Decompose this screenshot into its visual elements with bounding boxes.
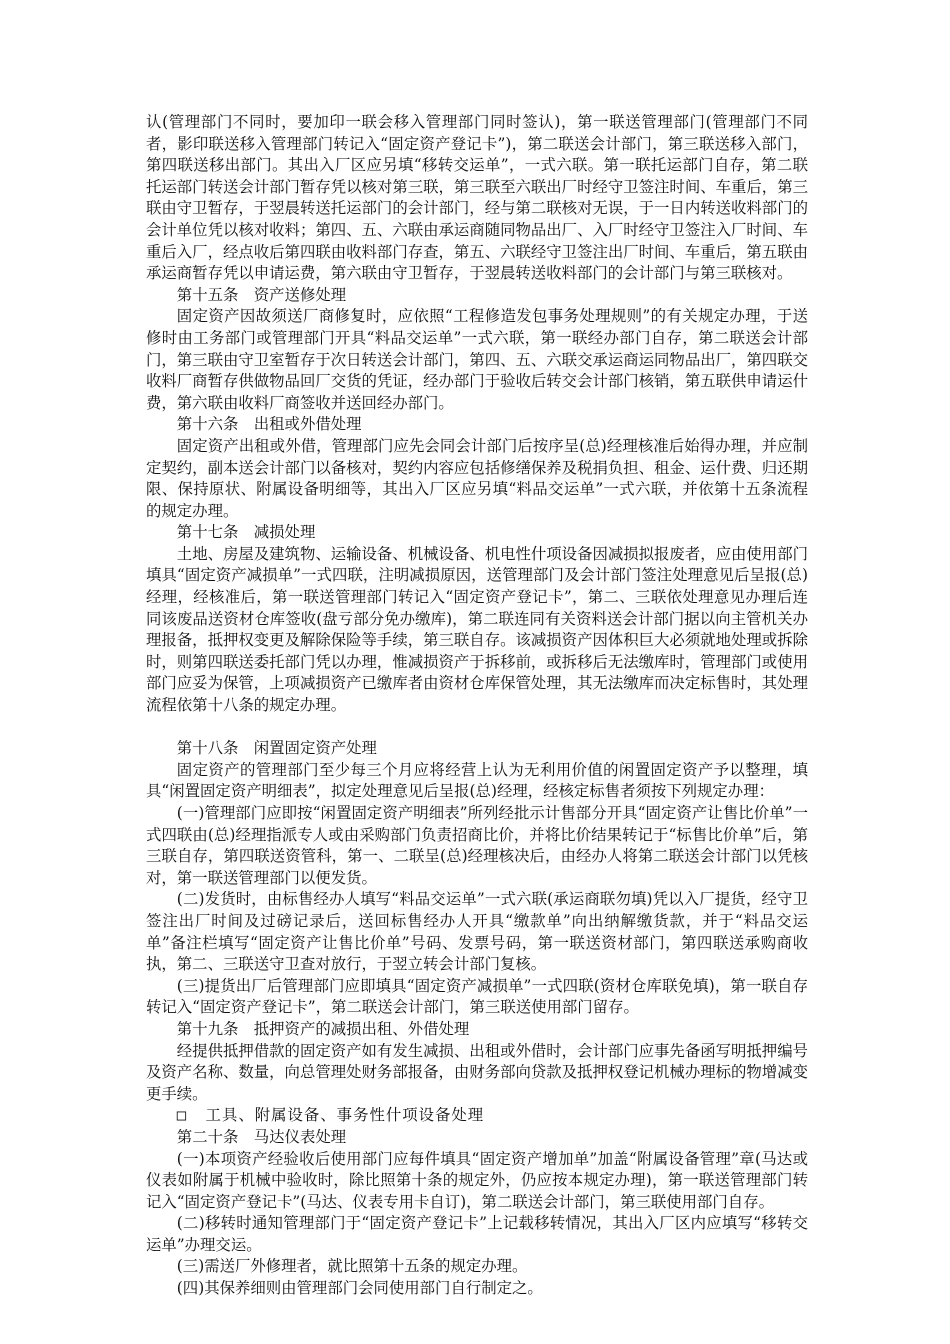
article-number: 第十八条 bbox=[176, 739, 239, 758]
article-15-heading bbox=[146, 285, 808, 307]
article-18-heading bbox=[146, 738, 808, 760]
article-20-item-3: (三)需送厂外修理者，就比照第十五条的规定办理。 bbox=[176, 1257, 528, 1276]
article-18-body: 固定资产的管理部门至少每三个月应将经营上认为无利用价值的闲置固定资产予以整理，填具“闲置固定资产明细表”，拟定处理意见后呈报(总)经理，经核定标售者须按下列规定办理： bbox=[146, 760, 808, 801]
article-17-heading bbox=[146, 522, 808, 544]
article-number: 第十七条 bbox=[176, 523, 239, 542]
article-18-item-2: (二)发货时，由标售经办人填写“料品交运单”一式六联(承运商联勿填)凭以入厂提货，经守卫签注出厂时间及过磅记录后，送回标售经办人开具“缴款单”向出纳解缴货款，并于“料品交运单”备注栏填写“固定资产让售比价单”号码、发票号码，第一联送资材部门，第四联送承购商收执，第二、三联送守卫查对放行，于翌立转会计部门复核。 bbox=[146, 890, 808, 974]
article-title: 减损处理 bbox=[253, 523, 316, 542]
article-20-item-4: (四)其保养细则由管理部门会同使用部门自行制定之。 bbox=[176, 1279, 543, 1298]
section-heading bbox=[146, 1105, 808, 1127]
article-title: 闲置固定资产处理 bbox=[253, 739, 377, 758]
article-15-body: 固定资产因故须送厂商修复时，应依照“工程修造发包事务处理规则”的有关规定办理，于送修时由工务部门或管理部门开具“料品交运单”一式六联，第一联经办部门自存，第二联送会计部门，第三联由守卫室暂存于次日转送会计部门，第四、五、六联交承运商运同物品出厂，第四联交收料厂商暂存供做物品回厂交货的凭证，经办部门于验收后转交会计部门核销，第五联供申请运什费，第六联由收料厂商签收并送回经办部门。 bbox=[146, 307, 808, 412]
article-20-item-2: (二)移转时通知管理部门于“固定资产登记卡”上记载移转情况，其出入厂区内应填写“移转交运单”办理交运。 bbox=[146, 1214, 808, 1254]
article-18-item-1: (一)管理部门应即按“闲置固定资产明细表”所列经批示计售部分开具“固定资产让售比价单”一式四联由(总)经理指派专人或由采购部门负责招商比价，并将比价结果转记于“标售比价单”后，第三联自存，第四联送资管科，第一、二联呈(总)经理核决后，由经办人将第二联送会计部门以凭核对，第一联送管理部门以便发货。 bbox=[146, 804, 808, 887]
section-title: 工具、附属设备、事务性什项设备处理 bbox=[205, 1106, 485, 1125]
blank-line bbox=[146, 717, 808, 739]
article-title: 出租或外借处理 bbox=[253, 415, 362, 434]
checkbox-square-icon: □ bbox=[176, 1106, 188, 1125]
article-title: 资产送修处理 bbox=[253, 285, 347, 304]
article-18-item-3: (三)提货出厂后管理部门应即填具“固定资产减损单”一式四联(资材仓库联免填)，第一联自存转记入“固定资产登记卡”，第二联送会计部门，第三联送使用部门留存。 bbox=[146, 976, 808, 1017]
article-number: 第十五条 bbox=[176, 285, 239, 304]
article-number: 第十九条 bbox=[176, 1019, 239, 1038]
article-title: 马达仪表处理 bbox=[253, 1127, 347, 1146]
article-16-body: 固定资产出租或外借，管理部门应先会同会计部门后按序呈(总)经理核准后始得办理，并应制定契约，副本送会计部门以备核对，契约内容应包括修缮保养及税捐负担、租金、运什费、归还期限、保持原状、附属设备明细等，其出入厂区应另填“料品交运单”一式六联，并依第十五条流程的规定办理。 bbox=[146, 436, 808, 520]
article-19-heading bbox=[146, 1019, 808, 1041]
article-number: 第二十条 bbox=[176, 1127, 239, 1146]
article-20-heading bbox=[146, 1127, 808, 1149]
article-16-heading bbox=[146, 414, 808, 436]
article-number: 第十六条 bbox=[176, 415, 239, 434]
paragraph-continuation: 认(管理部门不同时，要加印一联会移入管理部门同时签认)，第一联送管理部门(管理部门不同者，影印联送移入管理部门转记入“固定资产登记卡”)，第二联送会计部门，第三联送移入部门，第四联送移出部门。其出入厂区应另填“移转交运单”，一式六联。第一联托运部门自存，第二联托运部门转送会计部门暂存凭以核对第三联，第三联至六联出厂时经守卫签注时间、车重后，第三联由守卫暂存，于翌晨转送托运部门的会计部门，经与第二联核对无误，于一日内转送收料部门的会计单位凭以核对收料；第四、五、六联由承运商随同物品出厂、入厂时经守卫签注入厂时间、车重后入厂，经点收后第四联由收料部门存查，第五、六联经守卫签注出厂时间、车重后，第五联由承运商暂存凭以申请运费，第六联由守卫暂存，于翌晨转送收料部门的会计部门与第三联核对。 bbox=[146, 113, 808, 283]
article-20-item-1: (一)本项资产经验收后使用部门应每件填具“固定资产增加单”加盖“附属设备管理”章(马达或仪表如附属于机械中验收时，除比照第十条的规定外，仍应按本规定办理)，第一联送管理部门转记入“固定资产登记卡”(马达、仪表专用卡自订)，第二联送会计部门，第三联使用部门自存。 bbox=[146, 1149, 808, 1211]
document-page bbox=[146, 112, 808, 1300]
article-19-body: 经提供抵押借款的固定资产如有发生减损、出租或外借时，会计部门应事先备函写明抵押编号及资产名称、数量，向总管理处财务部报备，由财务部向贷款及抵押权登记机械办理标的物增减变更手续。 bbox=[146, 1041, 808, 1103]
article-title: 抵押资产的减损出租、外借处理 bbox=[253, 1019, 470, 1038]
article-17-body: 土地、房屋及建筑物、运输设备、机械设备、机电性什项设备因减损拟报废者，应由使用部门填具“固定资产减损单”一式四联，注明减损原因，送管理部门及会计部门签注处理意见后呈报(总)经理，经核准后，第一联送管理部门转记入“固定资产登记卡”，第二、三联依处理意见办理后连同该废品送资材仓库签收(盘亏部分免办缴库)，第二联连同有关资料送会计部门据以向主管机关办理报备，抵押权变更及解除保险等手续，第三联自存。该减损资产因体积巨大必须就地处理或拆除时，则第四联送委托部门凭以办理，惟减损资产于拆移前，或拆移后无法缴库时，管理部门或使用部门应妥为保管，上项减损资产已缴库者由资材仓库保管处理，其无法缴库而决定标售时，其处理流程依第十八条的规定办理。 bbox=[146, 544, 808, 715]
